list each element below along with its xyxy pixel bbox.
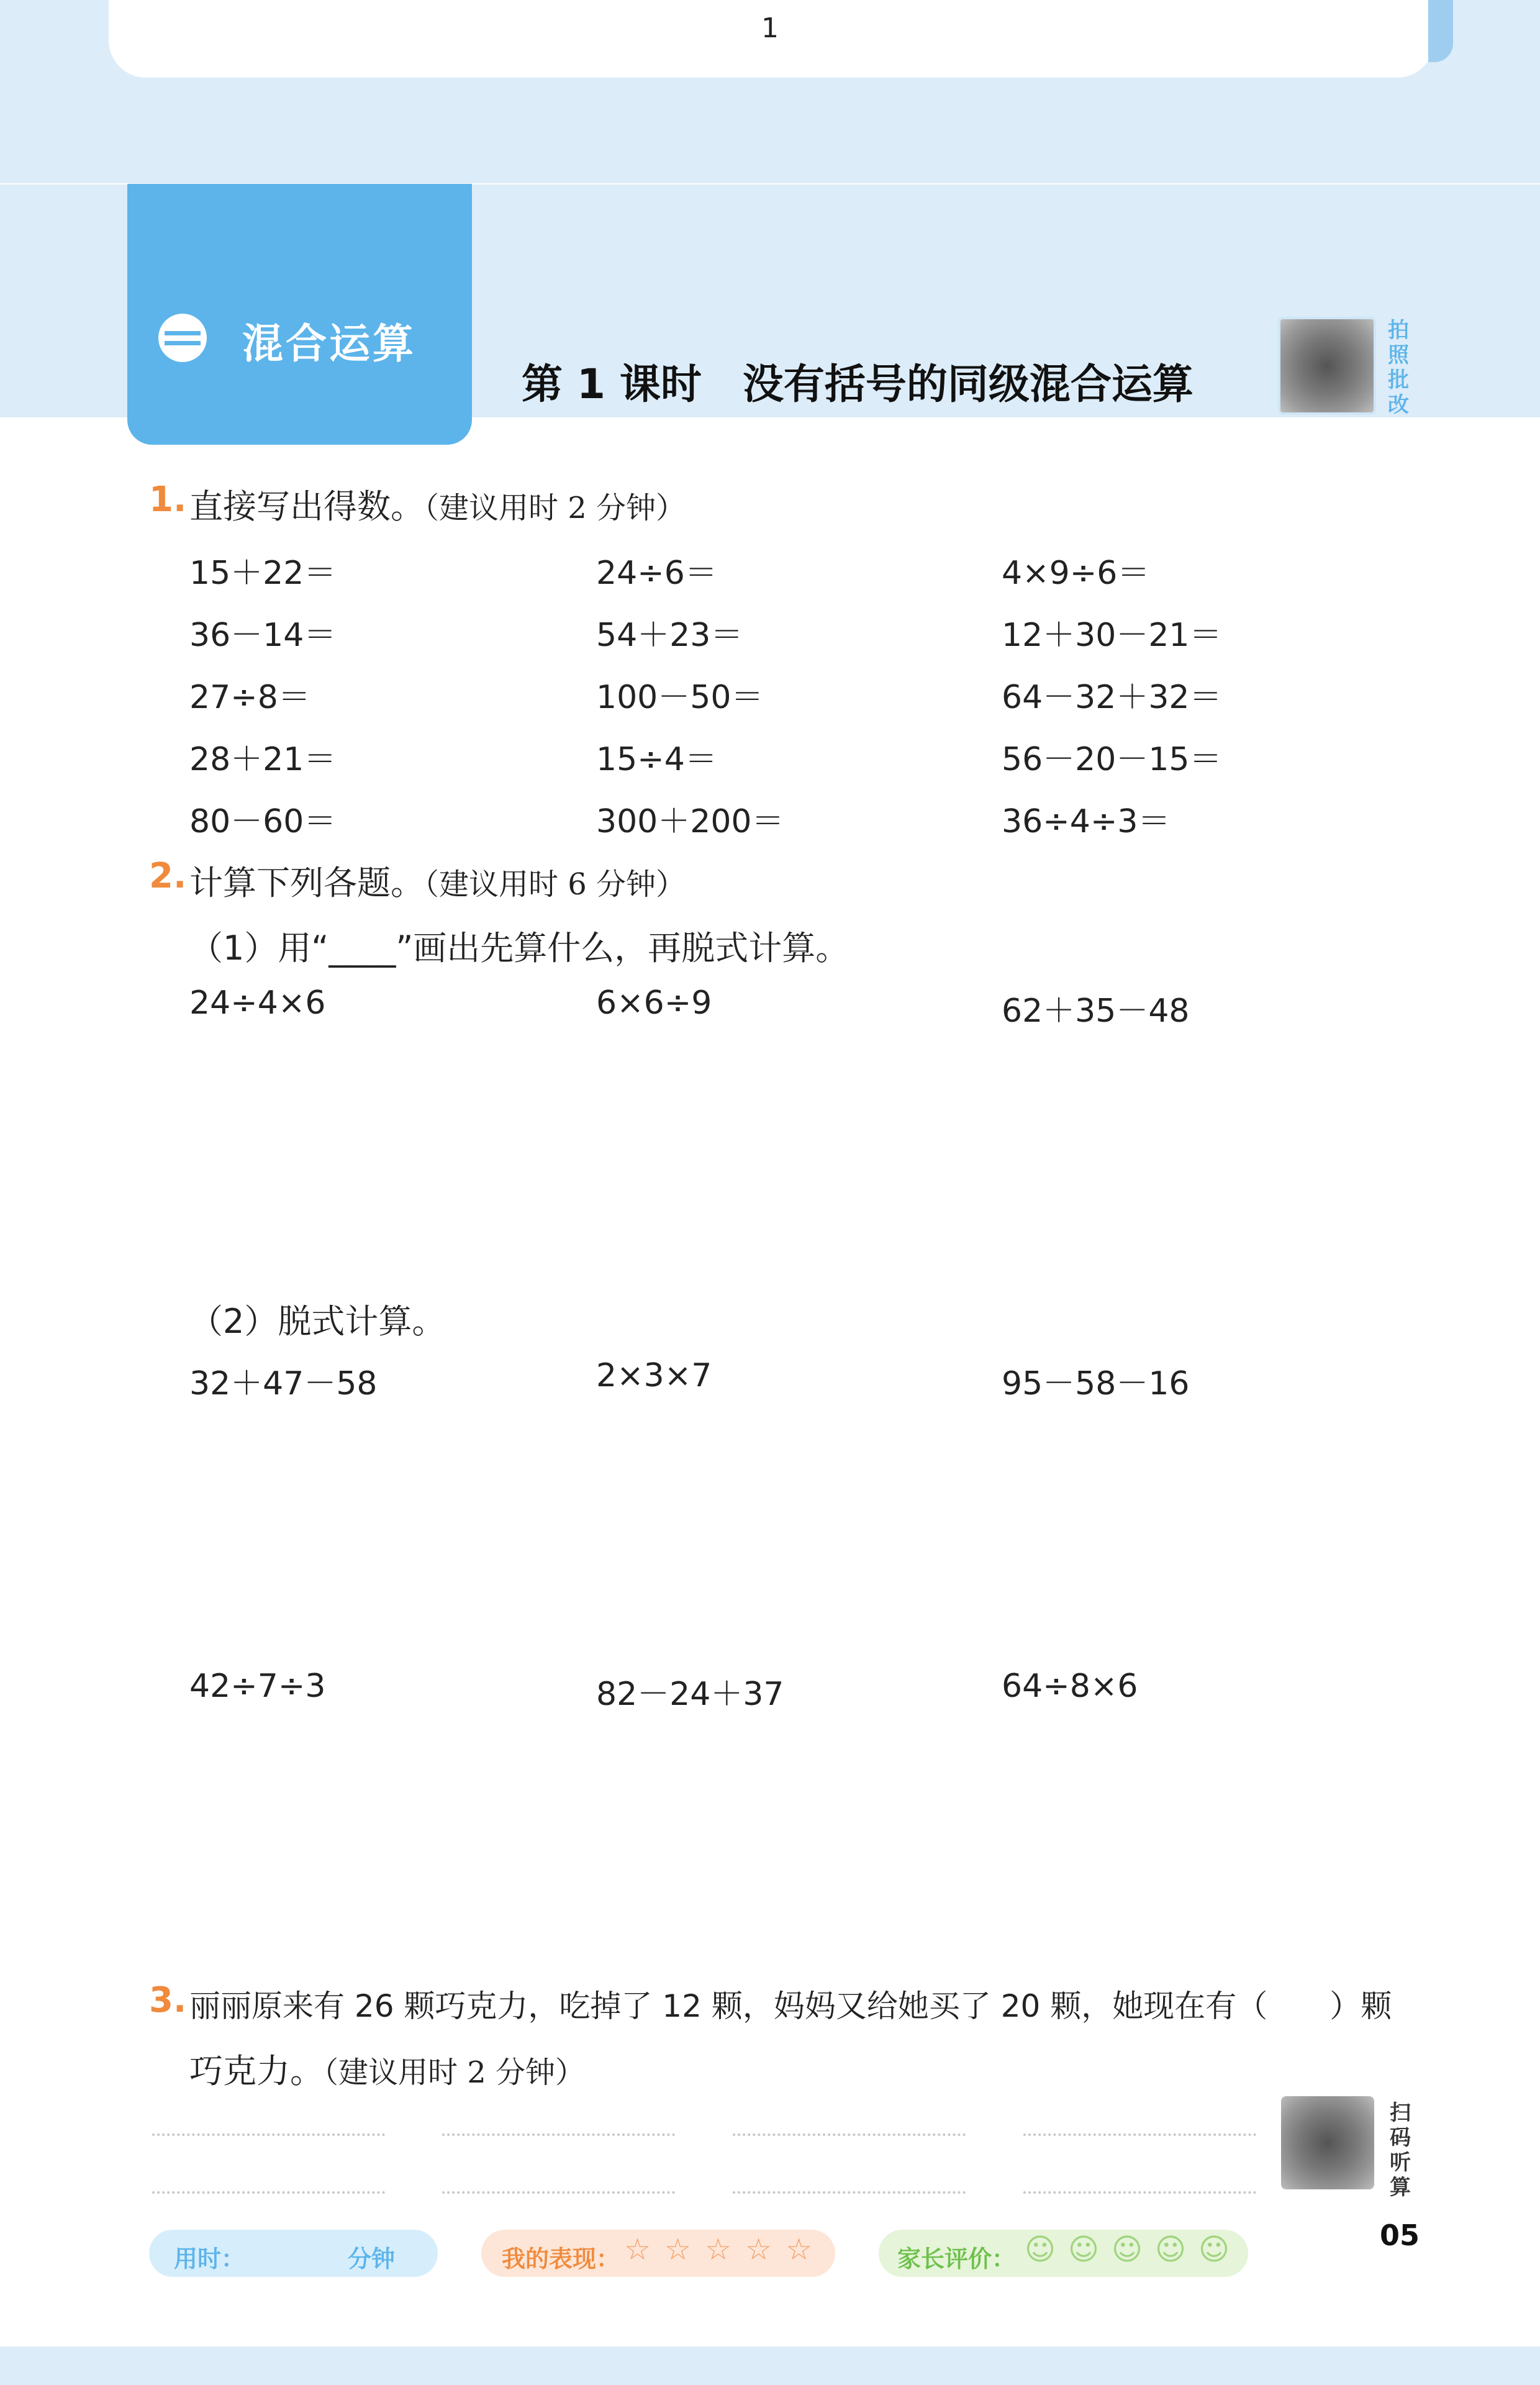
smiley-icon[interactable]: ☺ xyxy=(1068,2232,1100,2267)
question-2-hint: （建议用时 6 分钟） xyxy=(424,867,686,902)
lesson-title: 第 1 课时 没有括号的同级混合运算 xyxy=(522,360,1194,408)
q2-sub2-item: 95－58－16 xyxy=(1002,1365,1190,1402)
q1-item: 36－14＝ xyxy=(189,617,337,654)
answer-line xyxy=(1023,2191,1256,2194)
question-1-text: 直接写出得数。（建议用时 2 分钟） xyxy=(189,487,686,526)
answer-line xyxy=(733,2191,966,2194)
question-1-number: 1. xyxy=(149,479,187,520)
performance-label: 我的表现： xyxy=(502,2245,620,2273)
answer-line xyxy=(442,2191,675,2194)
q2-sub2-item: 64÷8×6 xyxy=(1002,1668,1138,1705)
q1-item: 15÷4＝ xyxy=(596,741,717,778)
page-number: 05 xyxy=(1380,2219,1420,2252)
q2-sub1-item: 24÷4×6 xyxy=(189,984,326,1022)
q2-sub2-item: 82－24＋37 xyxy=(596,1676,784,1713)
question-2-sub1: （1）用“____”画出先算什么，再脱式计算。 xyxy=(189,929,849,968)
scan-qr-code-icon[interactable] xyxy=(1281,2096,1374,2189)
question-3-line2: 巧克力。（建议用时 2 分钟） xyxy=(189,2051,586,2091)
answer-line xyxy=(152,2133,385,2136)
q2-sub1-item: 6×6÷9 xyxy=(596,984,712,1022)
question-3-line1: 丽丽原来有 26 颗巧克力，吃掉了 12 颗，妈妈又给她买了 20 颗，她现在有（ ）颗 xyxy=(189,1988,1392,2024)
q2-sub2-item: 32＋47－58 xyxy=(189,1365,378,1402)
question-2-text: 计算下列各题。（建议用时 6 分钟） xyxy=(189,863,686,902)
q1-item: 64－32＋32＝ xyxy=(1002,679,1222,716)
parent-evaluation-label: 家长评价： xyxy=(897,2245,1016,2273)
answer-line xyxy=(733,2133,966,2136)
q1-item: 36÷4÷3＝ xyxy=(1002,803,1171,840)
time-used-label: 用时： xyxy=(174,2245,245,2273)
scan-listen-label: 扫码听算 xyxy=(1390,2101,1411,2200)
section-icon xyxy=(158,314,207,362)
star-icon[interactable]: ☆ xyxy=(705,2232,732,2267)
question-1-hint: （建议用时 2 分钟） xyxy=(424,491,686,525)
q1-item: 54＋23＝ xyxy=(596,617,743,654)
smiley-icon[interactable]: ☺ xyxy=(1198,2232,1230,2267)
qr-code-icon[interactable] xyxy=(1278,317,1376,415)
q1-item: 15＋22＝ xyxy=(189,555,337,592)
answer-line xyxy=(152,2191,385,2194)
question-2-sub2: （2）脱式计算。 xyxy=(189,1302,446,1341)
q1-item: 4×9÷6＝ xyxy=(1002,555,1150,592)
star-icon[interactable]: ☆ xyxy=(745,2232,772,2267)
answer-line xyxy=(442,2133,675,2136)
q1-item: 300＋200＝ xyxy=(596,803,784,840)
smiley-icon[interactable]: ☺ xyxy=(1025,2232,1056,2267)
smiley-icon[interactable]: ☺ xyxy=(1155,2232,1187,2267)
question-3-hint: （建议用时 2 分钟） xyxy=(324,2055,586,2090)
answer-line xyxy=(1023,2133,1256,2136)
photo-correct-label: 拍照批改 xyxy=(1388,318,1409,417)
q1-item: 27÷8＝ xyxy=(189,679,310,716)
question-2-number: 2. xyxy=(149,856,187,896)
q2-sub2-item: 42÷7÷3 xyxy=(189,1668,326,1705)
q1-item: 56－20－15＝ xyxy=(1002,741,1222,778)
q1-item: 28＋21＝ xyxy=(189,741,337,778)
star-icon[interactable]: ☆ xyxy=(664,2232,692,2267)
q1-item: 12＋30－21＝ xyxy=(1002,617,1222,654)
section-title: 混合运算 xyxy=(242,320,416,368)
question-3-number: 3. xyxy=(149,1980,187,2020)
q2-sub1-item: 62＋35－48 xyxy=(1002,993,1190,1030)
previous-page-number: 1 xyxy=(761,12,779,44)
smiley-icon[interactable]: ☺ xyxy=(1112,2232,1143,2267)
star-icon[interactable]: ☆ xyxy=(786,2232,813,2267)
q2-sub2-item: 2×3×7 xyxy=(596,1357,712,1394)
star-icon[interactable]: ☆ xyxy=(624,2232,651,2267)
q1-item: 24÷6＝ xyxy=(596,555,717,592)
time-unit-label: 分钟 xyxy=(348,2245,396,2273)
q1-item: 80－60＝ xyxy=(189,803,337,840)
q1-item: 100－50＝ xyxy=(596,679,764,716)
bottom-band xyxy=(0,2346,1540,2385)
